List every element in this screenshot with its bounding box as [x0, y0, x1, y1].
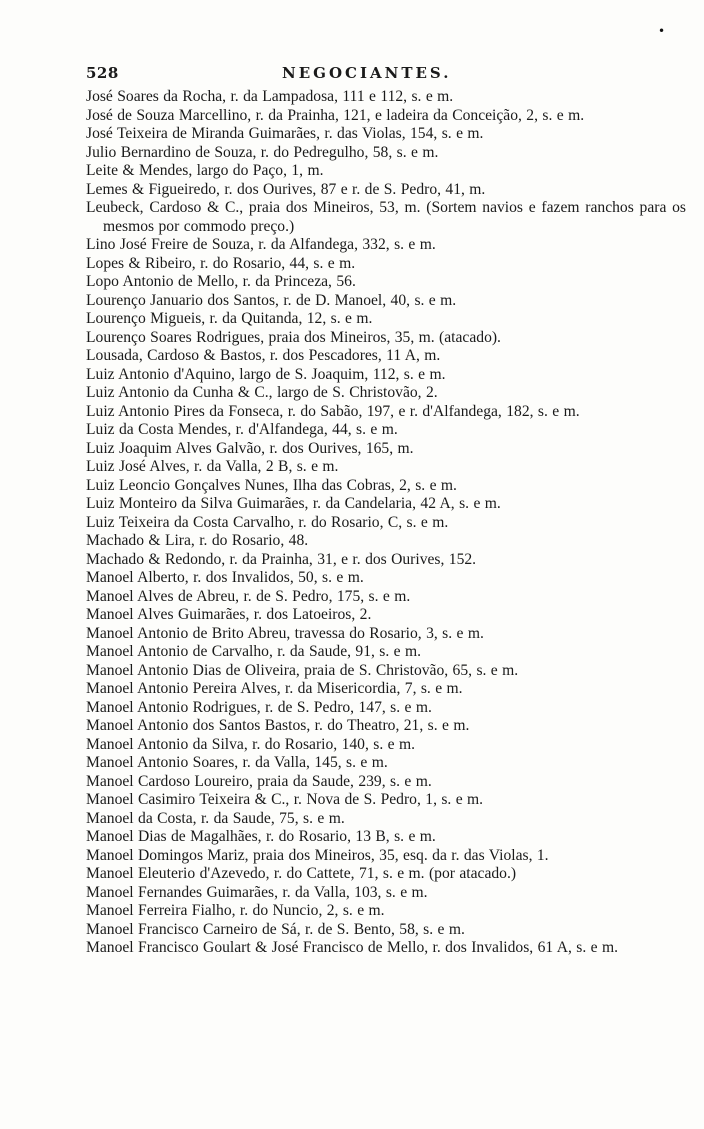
- merchant-entry: Luiz Monteiro da Silva Guimarães, r. da Candelaria, 42 A, s. e m.: [86, 495, 501, 512]
- merchant-entry: Lemes & Figueiredo, r. dos Ourives, 87 e r. de S. Pedro, 41, m.: [86, 180, 486, 198]
- merchant-entry: Luiz Teixeira da Costa Carvalho, r. do Rosario, C, s. e m.: [86, 513, 449, 531]
- merchant-entry: José Teixeira de Miranda Guimarães, r. das Violas, 154, s. e m.: [86, 125, 484, 142]
- merchant-entry: Manoel Dias de Magalhães, r. do Rosario, 13 B, s. e m.: [86, 828, 436, 845]
- merchant-entry: Luiz da Costa Mendes, r. d'Alfandega, 44, s. e m.: [86, 421, 398, 438]
- merchant-entry: Manoel Antonio de Carvalho, r. da Saude, 91, s. e m.: [86, 643, 422, 660]
- running-title: NEGOCIANTES.: [282, 64, 452, 82]
- merchant-entry: Leubeck, Cardoso & C., praia dos Mineiros, 53, m. (Sortem navios e fazem ranchos para os mesmos por commodo preço.): [86, 199, 686, 235]
- merchant-entry: Manoel Alves de Abreu, r. de S. Pedro, 175, s. e m.: [86, 587, 411, 605]
- merchant-entry: Manoel Antonio Soares, r. da Valla, 145, s. e m.: [86, 754, 388, 771]
- merchant-entry: José Soares da Rocha, r. da Lampadosa, 111 e 112, s. e m.: [86, 88, 454, 105]
- corner-mark: •: [658, 24, 666, 38]
- merchant-entry: Manoel Ferreira Fialho, r. do Nuncio, 2, s. e m.: [86, 902, 385, 919]
- merchant-entry: Manoel Francisco Carneiro de Sá, r. de S. Bento, 58, s. e m.: [86, 920, 465, 938]
- merchant-entry: Manoel Fernandes Guimarães, r. da Valla, 103, s. e m.: [86, 883, 428, 901]
- merchant-entry: Manoel Antonio dos Santos Bastos, r. do Theatro, 21, s. e m.: [86, 717, 470, 734]
- merchant-entry: Leite & Mendes, largo do Paço, 1, m.: [86, 162, 324, 179]
- merchant-entry: Luiz Antonio da Cunha & C., largo de S. Christovão, 2.: [86, 384, 438, 401]
- merchant-entry: Manoel Alberto, r. dos Invalidos, 50, s. e m.: [86, 569, 364, 586]
- merchant-entry: Luiz José Alves, r. da Valla, 2 B, s. e m.: [86, 458, 339, 475]
- merchant-entry: Manoel Antonio de Brito Abreu, travessa do Rosario, 3, s. e m.: [86, 624, 484, 642]
- merchant-entry: Lourenço Januario dos Santos, r. de D. Manoel, 40, s. e m.: [86, 291, 457, 309]
- merchant-list: [86, 88, 686, 958]
- merchant-entry: Luiz Antonio Pires da Fonseca, r. do Sabão, 197, e r. d'Alfandega, 182, s. e m.: [86, 402, 580, 420]
- merchant-entry: Manoel Cardoso Loureiro, praia da Saude, 239, s. e m.: [86, 772, 432, 790]
- merchant-entry: Manoel Casimiro Teixeira & C., r. Nova de S. Pedro, 1, s. e m.: [86, 791, 484, 808]
- merchant-entry: Luiz Leoncio Gonçalves Nunes, Ilha das Cobras, 2, s. e m.: [86, 476, 457, 494]
- merchant-entry: Manoel Antonio Dias de Oliveira, praia de S. Christovão, 65, s. e m.: [86, 661, 519, 679]
- merchant-entry: Machado & Lira, r. do Rosario, 48.: [86, 532, 309, 549]
- merchant-entry: Julio Bernardino de Souza, r. do Pedregulho, 58, s. e m.: [86, 143, 439, 161]
- merchant-entry: Manoel Antonio Pereira Alves, r. da Misericordia, 7, s. e m.: [86, 680, 463, 697]
- merchant-entry: Lino José Freire de Souza, r. da Alfandega, 332, s. e m.: [86, 236, 436, 253]
- merchant-entry: Manoel Alves Guimarães, r. dos Latoeiros, 2.: [86, 606, 372, 623]
- page-header: [86, 64, 686, 86]
- merchant-entry: Manoel Domingos Mariz, praia dos Mineiros, 35, esq. da r. das Violas, 1.: [86, 846, 549, 864]
- merchant-entry: Luiz Antonio d'Aquino, largo de S. Joaquim, 112, s. e m.: [86, 365, 446, 383]
- merchant-entry: Lopo Antonio de Mello, r. da Princeza, 56.: [86, 273, 356, 290]
- merchant-entry: Lourenço Migueis, r. da Quitanda, 12, s. e m.: [86, 310, 373, 327]
- merchant-entry: José de Souza Marcellino, r. da Prainha, 121, e ladeira da Conceição, 2, s. e m.: [86, 106, 585, 124]
- merchant-entry: Lopes & Ribeiro, r. do Rosario, 44, s. e m.: [86, 254, 356, 272]
- merchant-entry: Manoel Antonio Rodrigues, r. de S. Pedro, 147, s. e m.: [86, 698, 432, 716]
- merchant-entry: Manoel Antonio da Silva, r. do Rosario, 140, s. e m.: [86, 735, 415, 753]
- merchant-entry: Manoel da Costa, r. da Saude, 75, s. e m.: [86, 809, 345, 827]
- page-number: 528: [86, 64, 119, 82]
- merchant-entry: Manoel Francisco Goulart & José Francisco de Mello, r. dos Invalidos, 61 A, s. e m.: [86, 939, 618, 956]
- merchant-entry: Luiz Joaquim Alves Galvão, r. dos Ourives, 165, m.: [86, 439, 414, 457]
- merchant-entry: Lousada, Cardoso & Bastos, r. dos Pescadores, 11 A, m.: [86, 347, 441, 364]
- merchant-entry: Manoel Eleuterio d'Azevedo, r. do Cattete, 71, s. e m. (por atacado.): [86, 865, 517, 882]
- merchant-entry: Machado & Redondo, r. da Prainha, 31, e r. dos Ourives, 152.: [86, 550, 477, 568]
- merchant-entry: Lourenço Soares Rodrigues, praia dos Mineiros, 35, m. (atacado).: [86, 328, 501, 346]
